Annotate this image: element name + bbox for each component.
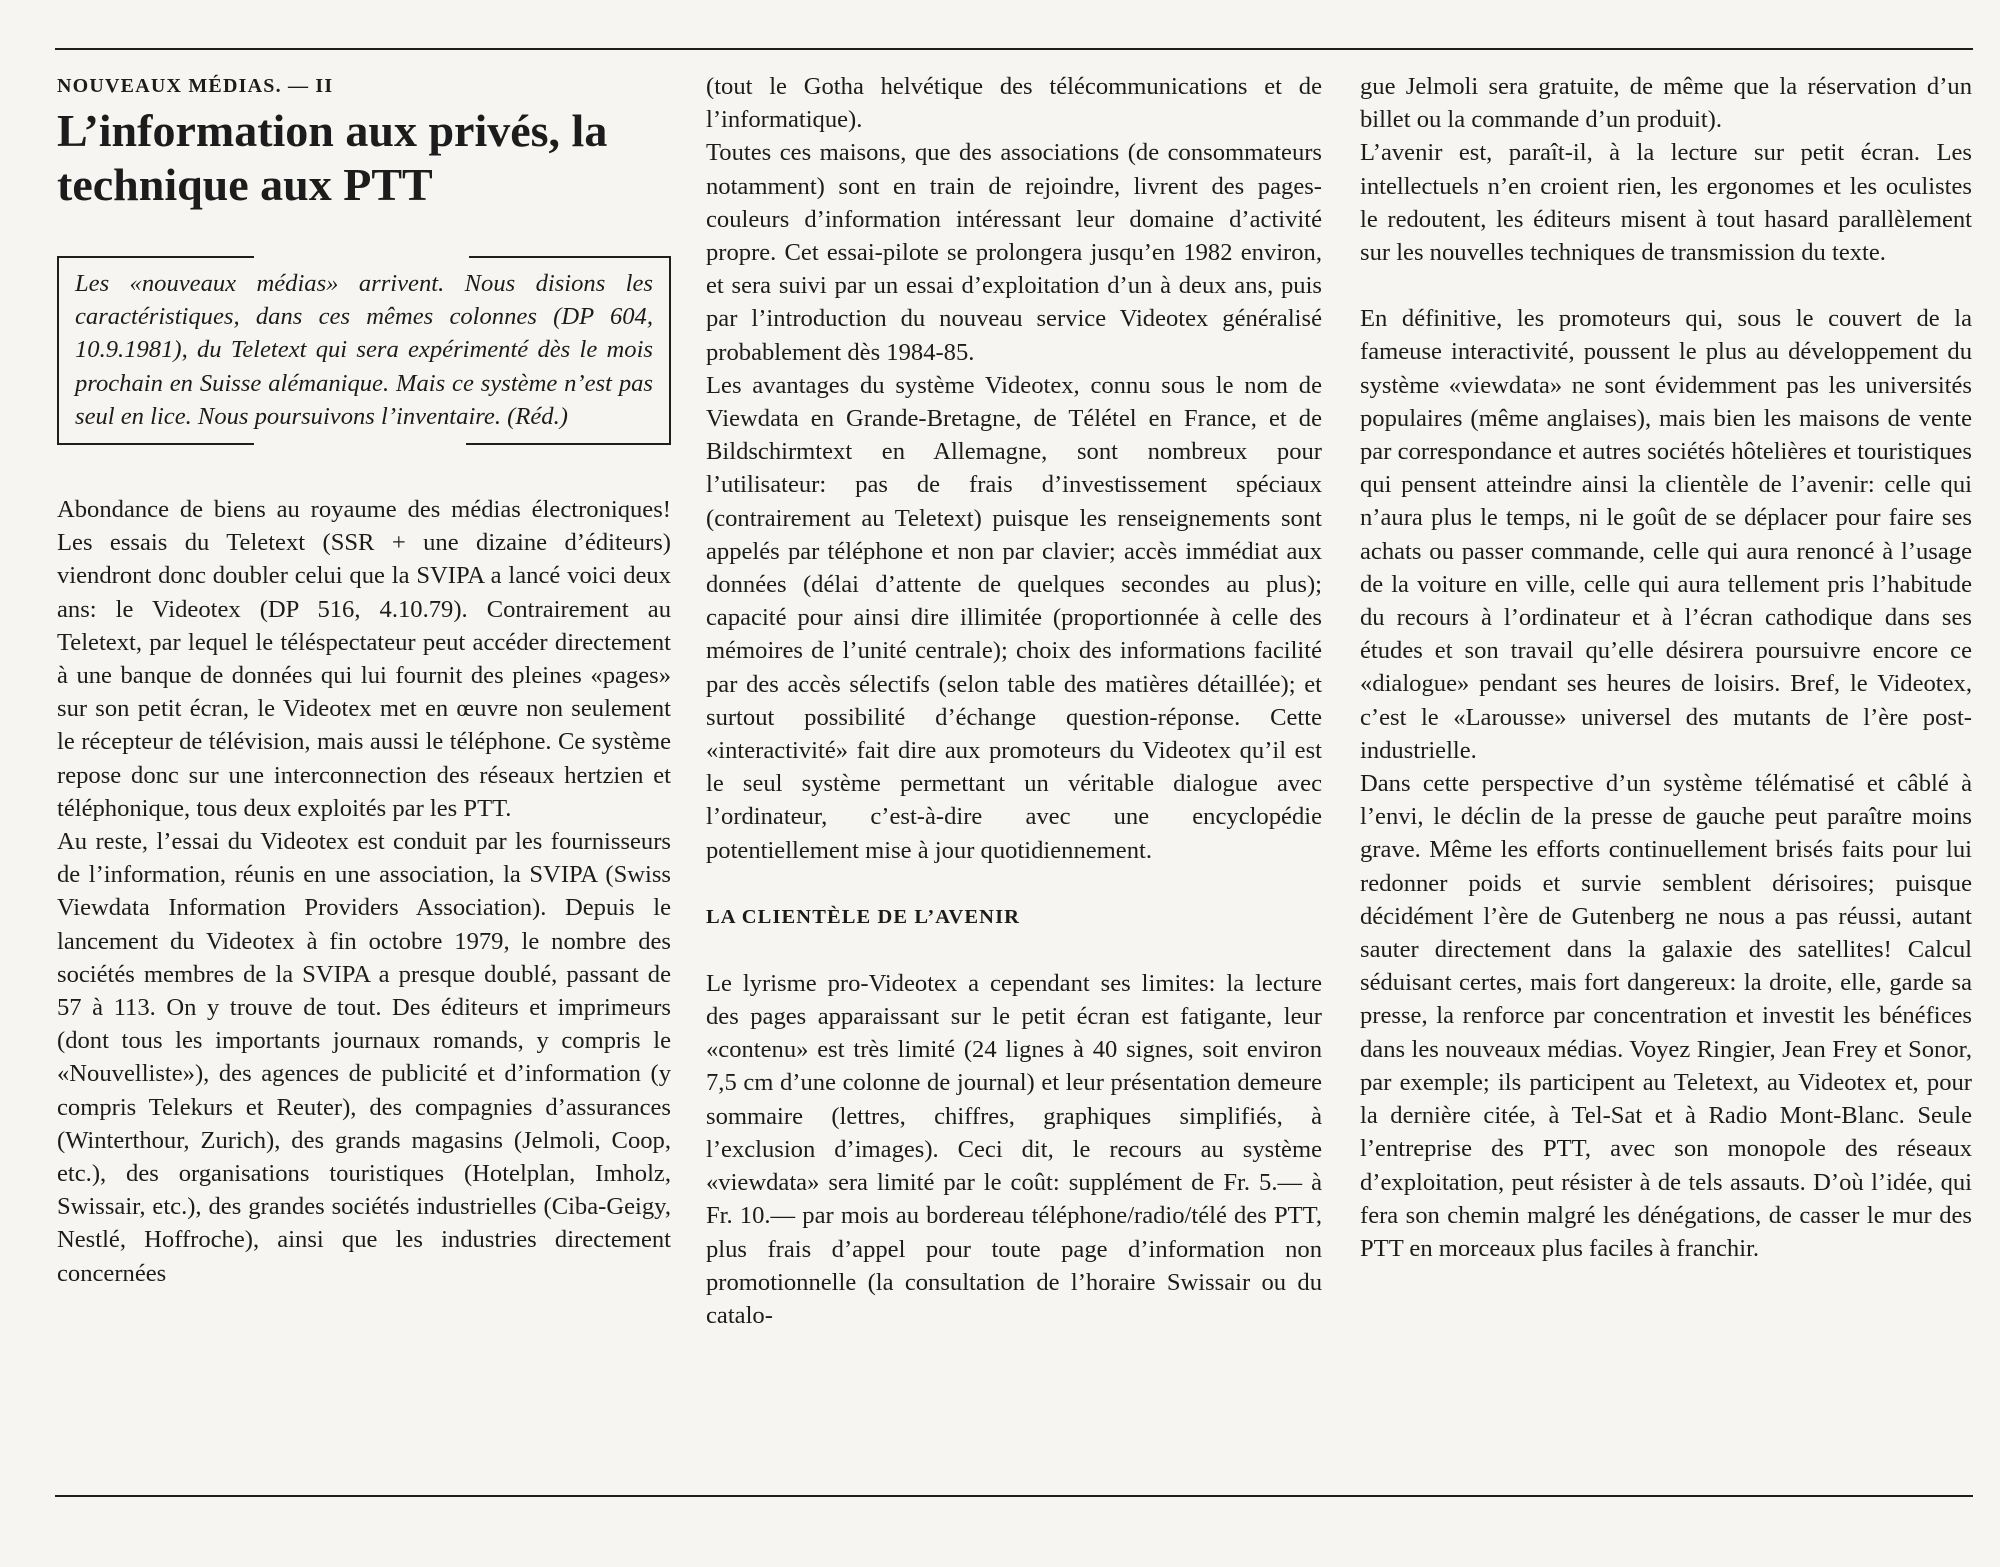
paragraph: gue Jelmoli sera gratuite, de même que la réservation d’un billet ou la commande d’un produit). <box>1360 73 1972 134</box>
paragraph: (tout le Gotha helvétique des télécommunications et de l’informatique). <box>706 73 1322 134</box>
paragraph: Dans cette perspective d’un système télématisé et câblé à l’envi, le déclin de la presse de gauche peut paraître moins grave. Même les efforts continuellement brisés faits pour lui redonner poids et survie semblent dérisoires; puisque décidément l’ère de Gutenberg ne nous a pas réussi, autant sauter directement dans la galaxie des satellites! Calcul séduisant certes, mais fort dangereux: la droite, elle, garde sa presse, la renforce par concentration et investit les bénéfices dans les nouveaux médias. Voyez Ringier, Jean Frey et Sonor, par exemple; ils participent au Teletext, au Videotex et, pour la dernière citée, à Tel-Sat et à Radio Mont-Blanc. Seule l’entreprise des PTT, avec son monopole des réseaux d’exploitation, peut résister à de tels assauts. D’où l’idée, qui fera son chemin malgré les dénégations, de casser le mur des PTT en morceaux plus faciles à franchir. <box>1360 770 1972 1262</box>
paragraph: Le lyrisme pro-Videotex a cependant ses limites: la lecture des pages apparaissant sur le petit écran est fatigante, leur «contenu» est très limité (24 lignes à 40 signes, soit environ 7,5 cm d’une colonne de journal) et leur présentation demeure sommaire (lettres, chiffres, graphiques simplifiés, à l’exclusion d’images). Ceci dit, le recours au système «viewdata» sera limité par le coût: supplément de Fr. 5.— à Fr. 10.— par mois au bordereau téléphone/radio/télé des PTT, plus frais d’appel pour toute page d’information non promotionnelle (la consultation de l’horaire Swissair ou du catalo- <box>706 969 1322 1329</box>
lead-box <box>57 256 671 445</box>
paragraph: Abondance de biens au royaume des médias électroniques! Les essais du Teletext (SSR + une dizaine d’éditeurs) viendront donc doubler celui que la SVIPA a lancé voici deux ans: le Videotex (DP 516, 4.10.79). Contrairement au Teletext, par lequel le téléspectateur peut accéder directement à une banque de données qui lui fournit des pleines «pages» sur son petit écran, le Videotex met en œuvre non seulement le récepteur de télévision, mais aussi le téléphone. Ce système repose donc sur une interconnection des réseaux hertzien et téléphonique, tous deux exploités par les PTT. <box>57 496 671 822</box>
paragraph: Les avantages du système Videotex, connu sous le nom de Viewdata en Grande-Bretagne, de Télétel en France, et de Bildschirmtext en Allemagne, sont nombreux pour l’utilisateur: pas de frais d’investissement spéciaux (contrairement au Teletext) puisque les renseignements sont appelés par téléphone et non par clavier; accès immédiat aux données (délai d’attente de quelques secondes au plus); capacité pour ainsi dire illimitée (proportionnée à celle des mémoires de l’unité centrale); choix des informations facilité par des accès sélectifs (selon table des matières détaillée); et surtout possibilité d’échange question-réponse. Cette «interactivité» fait dire aux promoteurs du Videotex qu’il est le seul système permettant un véritable dialogue avec l’ordinateur, c’est-à-dire avec une encyclopédie potentiellement mise à jour quotidiennement. <box>706 371 1322 864</box>
paragraph: Toutes ces maisons, que des associations (de consommateurs notamment) sont en train de rejoindre, livrent des pages-couleurs d’information intéressant leur domaine d’activité propre. Cet essai-pilote se prolongera jusqu’en 1982 environ, et sera suivi par un essai d’exploitation d’un à deux ans, puis par l’introduction du nouveau service Videotex généralisé probablement dès 1984-85. <box>706 139 1322 366</box>
paragraph: En définitive, les promoteurs qui, sous le couvert de la fameuse interactivité, poussent le plus au développement du système «viewdata» ne sont évidemment pas les universités populaires (même anglaises), mais bien les maisons de vente par correspondance et autres sociétés hôtelières et touristiques qui pensent atteindre ainsi la clientèle de l’avenir: celle qui n’aura plus le temps, ni le goût de se déplacer pour faire ses achats ou passer commande, celle qui aura renoncé à l’usage de la voiture en ville, celle qui aura tellement pris l’habitude du recours à l’ordinateur et à l’écran cathodique dans ses études et son travail qu’elle désirera poursuivre encore ce «dialogue» pendant ses heures de loisirs. Bref, le Videotex, c’est le «Larousse» universel des mutants de l’ère post-industrielle. <box>1360 305 1972 764</box>
top-rule <box>55 48 1973 50</box>
paragraph: Au reste, l’essai du Videotex est conduit par les fournisseurs de l’information, réunis en une association, la SVIPA (Swiss Viewdata Information Providers Association). Depuis le lancement du Videotex à fin octobre 1979, le nombre des sociétés membres de la SVIPA a presque doublé, passant de 57 à 113. On y trouve de tout. Des éditeurs et imprimeurs (dont tous les importants journaux romands, y compris le «Nouvelliste»), des agences de publicité et d’information (y compris Telekurs et Reuter), des compagnies d’assurances (Winterthour, Zurich), des grands magasins (Jelmoli, Coop, etc.), des organisations touristiques (Hotelplan, Imholz, Swissair, etc.), des grandes sociétés industrielles (Ciba-Geigy, Nestlé, Hoffroche), ainsi que les industries directement concernées <box>57 828 671 1287</box>
kicker: NOUVEAUX MÉDIAS. — II <box>57 75 334 97</box>
column-3 <box>1360 70 1972 1265</box>
paragraph: L’avenir est, paraît-il, à la lecture sur petit écran. Les intellectuels n’en croient rien, les ergonomes et les oculistes le redoutent, les éditeurs misent à tout hasard parallèlement sur les nouvelles techniques de transmission du texte. <box>1360 139 1972 267</box>
lead-box-gap-top <box>254 255 469 259</box>
section-subhead: LA CLIENTÈLE DE L’AVENIR <box>706 905 1021 928</box>
lead-box-gap-bottom <box>254 442 466 446</box>
bottom-rule <box>55 1495 1973 1497</box>
headline: L’information aux privés, la technique aux PTT <box>57 105 608 210</box>
column-1 <box>57 70 671 1290</box>
column-2 <box>706 70 1322 1332</box>
lead-text: Les «nouveaux médias» arrivent. Nous disions les caractéristiques, dans ces mêmes colonnes (DP 604, 10.9.1981), du Teletext qui sera expérimenté dès le mois prochain en Suisse alémanique. Mais ce système n’est pas seul en lice. Nous poursuivons l’inventaire. (Réd.) <box>75 270 653 430</box>
